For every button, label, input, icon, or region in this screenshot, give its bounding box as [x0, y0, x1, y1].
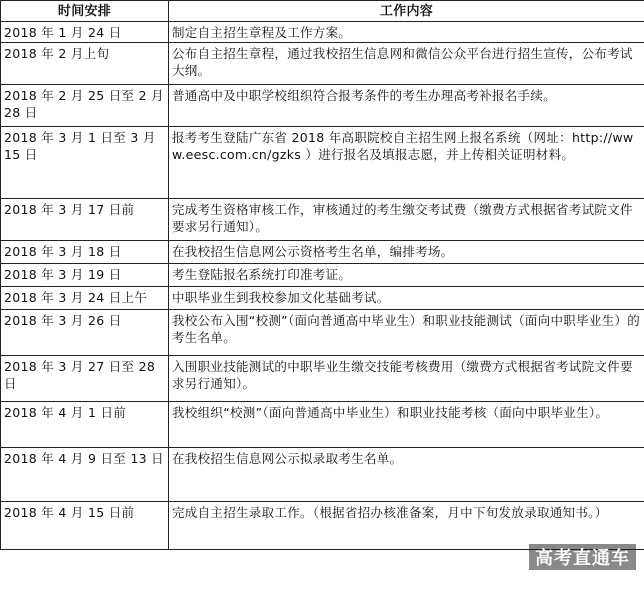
table-row: [1, 127, 644, 199]
table-row: [1, 356, 644, 402]
row-time: 2018 年 1 月 24 日: [1, 22, 169, 43]
header-time: 时间安排: [1, 1, 169, 22]
table-row: [1, 448, 644, 502]
table-row: [1, 264, 644, 287]
row-time: 2018 年 3 月 18 日: [1, 241, 169, 264]
row-time: 2018 年 3 月 27 日至 28 日: [1, 356, 169, 402]
row-content: 我校公布入围“校测”（面向普通高中毕业生）和职业技能测试（面向中职毕业生）的考生名单。: [169, 310, 644, 356]
table-row: [1, 43, 644, 85]
row-content: 公布自主招生章程，通过我校招生信息网和微信公众平台进行招生宣传，公布考试大纲。: [169, 43, 644, 85]
row-time: 2018 年 3 月 1 日至 3 月 15 日: [1, 127, 169, 199]
row-time: 2018 年 2 月上旬: [1, 43, 169, 85]
row-content: 报考考生登陆广东省 2018 年高职院校自主招生网上报名系统（网址：http://www.eesc.com.cn/gzks ）进行报名及填报志愿，并上传相关证明材料。: [169, 127, 644, 199]
table-row: [1, 502, 644, 550]
table-header-row: [1, 1, 644, 22]
row-time: 2018 年 3 月 17 日前: [1, 199, 169, 241]
row-time: 2018 年 2 月 25 日至 2 月 28 日: [1, 85, 169, 127]
row-time: 2018 年 3 月 19 日: [1, 264, 169, 287]
row-content: 中职毕业生到我校参加文化基础考试。: [169, 287, 644, 310]
header-content: 工作内容: [169, 1, 644, 22]
row-content: 普通高中及中职学校组织符合报考条件的考生办理高考补报名手续。: [169, 85, 644, 127]
row-content: 在我校招生信息网公示资格考生名单，编排考场。: [169, 241, 644, 264]
row-time: 2018 年 4 月 15 日前: [1, 502, 169, 550]
table-row: [1, 241, 644, 264]
table-row: [1, 22, 644, 43]
row-time: 2018 年 3 月 26 日: [1, 310, 169, 356]
watermark-logo: 高考直通车: [529, 544, 636, 570]
row-content: 我校组织“校测”（面向普通高中毕业生）和职业技能考核（面向中职毕业生）。: [169, 402, 644, 448]
table-row: [1, 402, 644, 448]
row-time: 2018 年 4 月 9 日至 13 日: [1, 448, 169, 502]
table-row: [1, 199, 644, 241]
row-time: 2018 年 3 月 24 日上午: [1, 287, 169, 310]
table-row: [1, 287, 644, 310]
row-content: 制定自主招生章程及工作方案。: [169, 22, 644, 43]
row-time: 2018 年 4 月 1 日前: [1, 402, 169, 448]
row-content: 考生登陆报名系统打印准考证。: [169, 264, 644, 287]
table-row: [1, 310, 644, 356]
row-content: 完成自主招生录取工作。（根据省招办核准备案，月中下旬发放录取通知书。）: [169, 502, 644, 550]
row-content: 在我校招生信息网公示拟录取考生名单。: [169, 448, 644, 502]
row-content: 完成考生资格审核工作，审核通过的考生缴交考试费（缴费方式根据省考试院文件要求另行通知）。: [169, 199, 644, 241]
table-row: [1, 85, 644, 127]
row-content: 入围职业技能测试的中职毕业生缴交技能考核费用（缴费方式根据省考试院文件要求另行通知）。: [169, 356, 644, 402]
